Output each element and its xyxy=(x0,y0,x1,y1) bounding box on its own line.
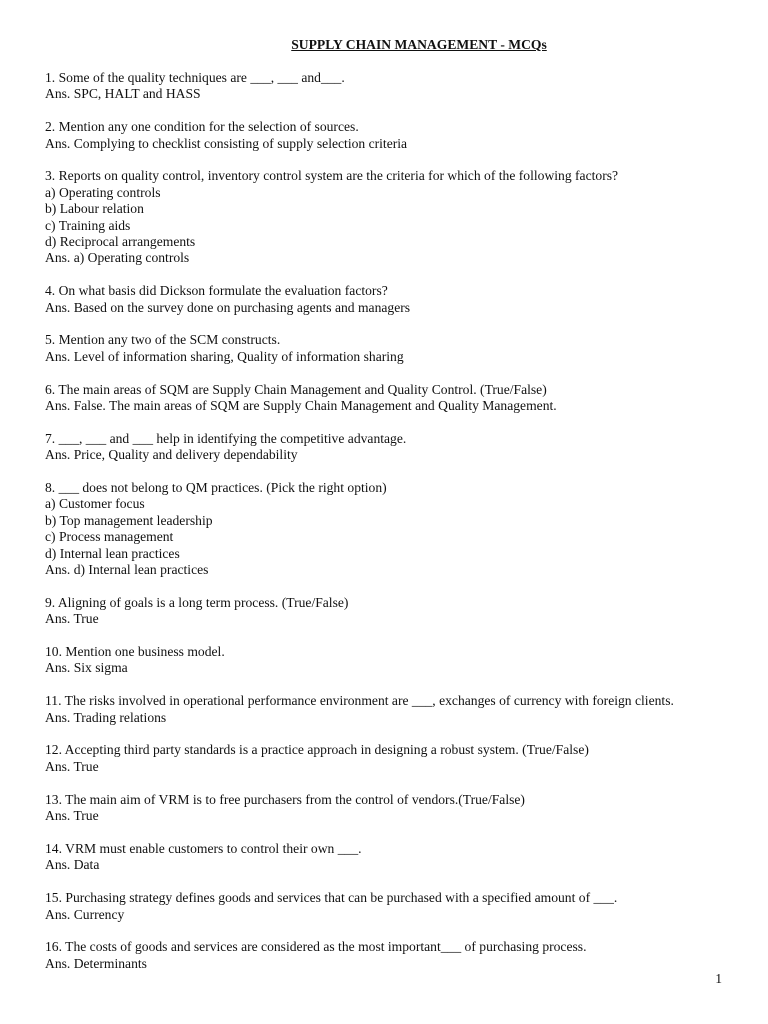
question-item xyxy=(45,792,745,825)
answer-text: Ans. d) Internal lean practices xyxy=(45,562,209,578)
question-text: 7. ___, ___ and ___ help in identifying the competitive advantage. xyxy=(45,430,407,446)
answer-option: c) Process management xyxy=(45,529,174,545)
question-text: 4. On what basis did Dickson formulate the evaluation factors? xyxy=(45,283,388,299)
answer-option: a) Customer focus xyxy=(45,496,145,512)
question-item xyxy=(45,119,745,152)
question-item xyxy=(45,644,745,677)
question-item xyxy=(45,939,745,972)
answer-text: Ans. Trading relations xyxy=(45,709,167,725)
question-text: 3. Reports on quality control, inventory control system are the criteria for which of the following factors? xyxy=(45,168,619,184)
question-text: 2. Mention any one condition for the selection of sources. xyxy=(45,119,359,135)
answer-text: Ans. Complying to checklist consisting of supply selection criteria xyxy=(45,135,408,151)
answer-text: Ans. Currency xyxy=(45,906,125,922)
answer-text: Ans. Price, Quality and delivery dependability xyxy=(45,447,298,463)
answer-text: Ans. a) Operating controls xyxy=(45,250,190,266)
question-text: 12. Accepting third party standards is a practice approach in designing a robust system. (True/False) xyxy=(45,742,589,758)
question-text: 15. Purchasing strategy defines goods and services that can be purchased with a specified amount of ___. xyxy=(45,890,618,906)
question-item xyxy=(45,70,745,103)
answer-option: a) Operating controls xyxy=(45,184,161,200)
question-item xyxy=(45,742,745,775)
document-title: SUPPLY CHAIN MANAGEMENT - MCQs xyxy=(291,37,547,52)
question-list xyxy=(45,70,745,972)
question-text: 5. Mention any two of the SCM constructs. xyxy=(45,332,281,348)
question-item xyxy=(45,480,745,578)
answer-text: Ans. Level of information sharing, Quality of information sharing xyxy=(45,348,404,364)
question-text: 13. The main aim of VRM is to free purchasers from the control of vendors.(True/False) xyxy=(45,791,525,807)
question-item xyxy=(45,332,745,365)
question-text: 16. The costs of goods and services are considered as the most important___ of purchasing process. xyxy=(45,939,587,955)
question-text: 8. ___ does not belong to QM practices. (Pick the right option) xyxy=(45,480,387,496)
question-item xyxy=(45,890,745,923)
question-item xyxy=(45,693,745,726)
question-text: 11. The risks involved in operational performance environment are ___, exchanges of currency with foreign clients. xyxy=(45,693,674,709)
question-text: 14. VRM must enable customers to control their own ___. xyxy=(45,840,362,856)
answer-text: Ans. True xyxy=(45,808,99,824)
answer-option: d) Reciprocal arrangements xyxy=(45,234,196,250)
question-item xyxy=(45,841,745,874)
answer-option: b) Top management leadership xyxy=(45,512,213,528)
question-item xyxy=(45,382,745,415)
answer-text: Ans. False. The main areas of SQM are Supply Chain Management and Quality Management. xyxy=(45,398,557,414)
question-text: 6. The main areas of SQM are Supply Chain Management and Quality Control. (True/False) xyxy=(45,381,547,397)
answer-text: Ans. SPC, HALT and HASS xyxy=(45,86,201,102)
question-item xyxy=(45,283,745,316)
answer-option: c) Training aids xyxy=(45,217,131,233)
page-number: 1 xyxy=(715,971,722,986)
answer-option: d) Internal lean practices xyxy=(45,545,180,561)
answer-text: Ans. Six sigma xyxy=(45,660,128,676)
answer-option: b) Labour relation xyxy=(45,201,144,217)
answer-text: Ans. Determinants xyxy=(45,955,147,971)
question-text: 9. Aligning of goals is a long term process. (True/False) xyxy=(45,594,349,610)
question-item xyxy=(45,168,745,266)
answer-text: Ans. Based on the survey done on purchasing agents and managers xyxy=(45,299,411,315)
question-item xyxy=(45,431,745,464)
answer-text: Ans. True xyxy=(45,611,99,627)
question-item xyxy=(45,595,745,628)
question-text: 1. Some of the quality techniques are ___, ___ and___. xyxy=(45,70,345,85)
document-page xyxy=(45,36,745,989)
answer-text: Ans. Data xyxy=(45,857,100,873)
question-text: 10. Mention one business model. xyxy=(45,644,225,660)
answer-text: Ans. True xyxy=(45,758,99,774)
